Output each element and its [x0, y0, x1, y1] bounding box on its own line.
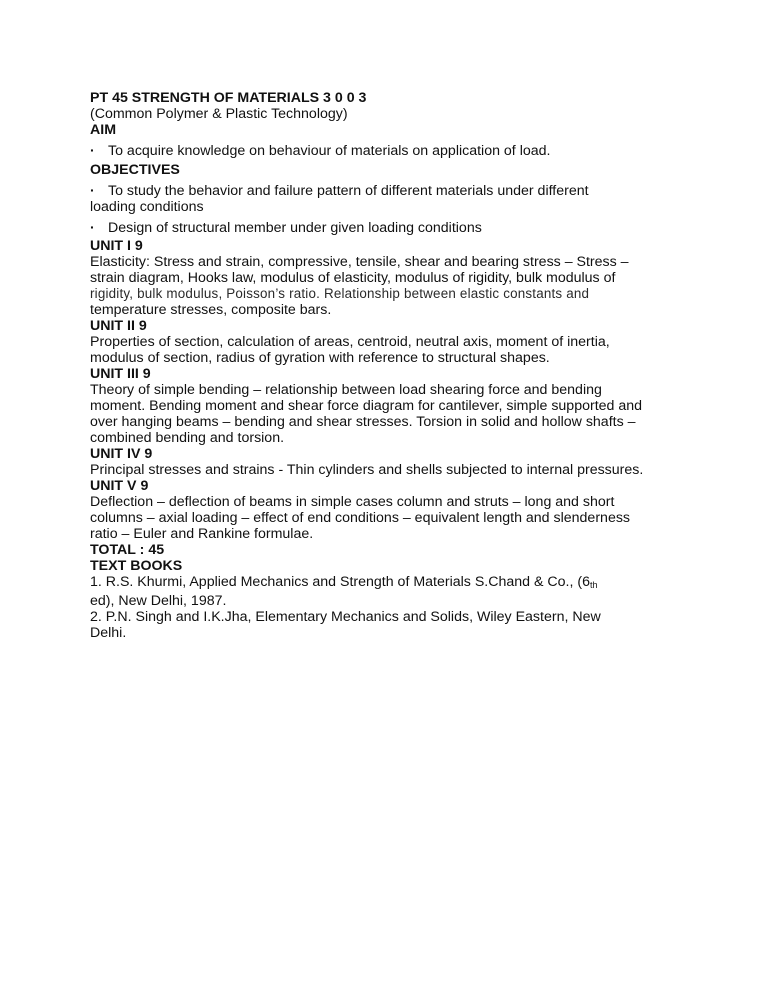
unit-3-line: Theory of simple bending – relationship between load shearing force and bending: [90, 382, 602, 398]
unit-3-line: moment. Bending moment and shear force diagram for cantilever, simple supported and: [90, 398, 643, 414]
textbook-2: 2. P.N. Singh and I.K.Jha, Elementary Mechanics and Solids, Wiley Eastern, New: [90, 609, 601, 625]
unit-5-heading: UNIT V 9: [90, 478, 149, 494]
unit-4-line: Principal stresses and strains - Thin cylinders and shells subjected to internal pressures.: [90, 462, 644, 478]
textbook-1-text: 1. R.S. Khurmi, Applied Mechanics and Strength of Materials S.Chand & Co., (6: [90, 574, 590, 590]
aim-item-text: To acquire knowledge on behaviour of materials on application of load.: [108, 143, 551, 159]
unit-3-line: over hanging beams – bending and shear stresses. Torsion in solid and hollow shafts –: [90, 414, 636, 430]
unit-3-heading: UNIT III 9: [90, 366, 151, 382]
objective-item-1: [90, 183, 650, 215]
unit-1-line: rigidity, bulk modulus, Poisson’s ratio. Relationship between elastic constants and: [90, 286, 590, 301]
objective-item-1-line: [90, 183, 650, 199]
textbook-1-continuation: ed), New Delhi, 1987.: [90, 593, 227, 609]
unit-5-line: columns – axial loading – effect of end conditions – equivalent length and slenderness: [90, 510, 631, 526]
objectives-heading: OBJECTIVES: [90, 162, 180, 178]
ordinal-suffix: th: [589, 580, 598, 590]
unit-3-line: combined bending and torsion.: [90, 430, 285, 446]
textbooks-heading: TEXT BOOKS: [90, 558, 183, 574]
textbook-1: [90, 574, 650, 593]
unit-2-heading: UNIT II 9: [90, 318, 147, 334]
objective-item-2: [90, 220, 650, 236]
unit-5-line: Deflection – deflection of beams in simple cases column and struts – long and short: [90, 494, 615, 510]
unit-1-heading: UNIT I 9: [90, 238, 143, 254]
syllabus-content: [90, 90, 650, 641]
course-subtitle: (Common Polymer & Plastic Technology): [90, 106, 348, 122]
aim-heading: AIM: [90, 122, 117, 138]
course-title: PT 45 STRENGTH OF MATERIALS 3 0 0 3: [90, 90, 367, 106]
unit-2-line: modulus of section, radius of gyration with reference to structural shapes.: [90, 350, 550, 366]
total-hours: TOTAL : 45: [90, 542, 165, 558]
unit-4-heading: UNIT IV 9: [90, 446, 153, 462]
bullet-icon: ·: [90, 220, 95, 236]
bullet-icon: ·: [90, 183, 95, 199]
bullet-icon: ·: [90, 143, 95, 159]
aim-bullet-item: [90, 143, 650, 159]
objective-item-1-continuation: loading conditions: [90, 199, 204, 215]
textbook-2-continuation: Delhi.: [90, 625, 127, 641]
unit-1-line: strain diagram, Hooks law, modulus of elasticity, modulus of rigidity, bulk modulus of: [90, 270, 616, 286]
unit-5-line: ratio – Euler and Rankine formulae.: [90, 526, 314, 542]
unit-1-line: temperature stresses, composite bars.: [90, 302, 332, 318]
unit-2-line: Properties of section, calculation of areas, centroid, neutral axis, moment of inertia,: [90, 334, 610, 350]
objective-item-1-text: To study the behavior and failure pattern of different materials under different: [108, 183, 589, 199]
objective-item-2-text: Design of structural member under given loading conditions: [108, 220, 482, 236]
unit-1-line: Elasticity: Stress and strain, compressive, tensile, shear and bearing stress – Stress –: [90, 254, 629, 270]
